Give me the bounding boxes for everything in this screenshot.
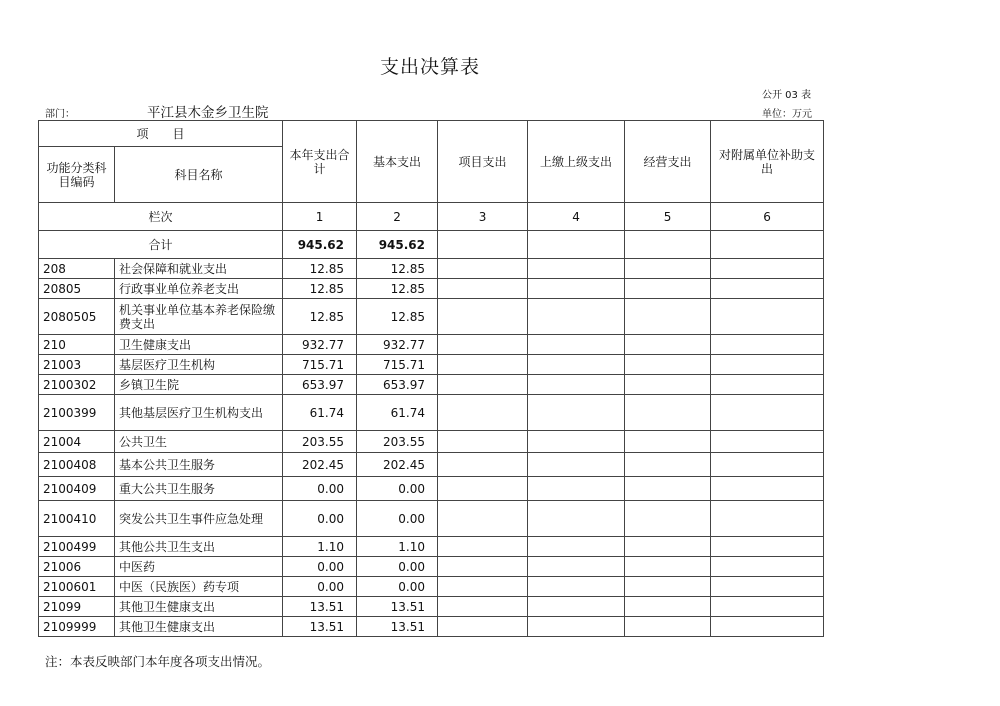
empty-cell [438, 577, 528, 597]
header-business: 经营支出 [625, 121, 711, 203]
total-cell: 12.85 [283, 279, 357, 299]
name-cell: 公共卫生 [115, 431, 283, 453]
empty-cell [625, 395, 711, 431]
header-func-code: 功能分类科目编码 [39, 147, 115, 203]
empty-cell [438, 299, 528, 335]
basic-cell: 12.85 [357, 279, 438, 299]
total-cell: 203.55 [283, 431, 357, 453]
code-cell: 2100601 [39, 577, 115, 597]
empty-cell [625, 477, 711, 501]
empty-cell [438, 395, 528, 431]
empty-cell [625, 617, 711, 637]
code-cell: 20805 [39, 279, 115, 299]
department-label: 部门： [45, 109, 75, 120]
basic-cell: 653.97 [357, 375, 438, 395]
unit-label: 单位：万元 [762, 109, 812, 120]
total-row-label: 合计 [39, 231, 283, 259]
total-cell: 715.71 [283, 355, 357, 375]
total-cell: 0.00 [283, 501, 357, 537]
column-num: 3 [438, 203, 528, 231]
empty-cell [625, 231, 711, 259]
column-num: 1 [283, 203, 357, 231]
name-cell: 其他卫生健康支出 [115, 617, 283, 637]
column-num: 2 [357, 203, 438, 231]
form-code: 公开 03 表 [762, 90, 812, 101]
empty-cell [438, 259, 528, 279]
empty-cell [711, 577, 824, 597]
basic-cell: 715.71 [357, 355, 438, 375]
total-cell: 12.85 [283, 299, 357, 335]
department-name: 平江县木金乡卫生院 [147, 105, 269, 121]
empty-cell [711, 355, 824, 375]
table-row [39, 597, 824, 617]
empty-cell [625, 453, 711, 477]
empty-cell [438, 355, 528, 375]
name-cell: 其他公共卫生支出 [115, 537, 283, 557]
empty-cell [625, 537, 711, 557]
code-cell: 2100499 [39, 537, 115, 557]
empty-cell [711, 279, 824, 299]
empty-cell [528, 335, 625, 355]
empty-cell [625, 279, 711, 299]
total-cell: 13.51 [283, 597, 357, 617]
code-cell: 21099 [39, 597, 115, 617]
code-cell: 21003 [39, 355, 115, 375]
code-cell: 21004 [39, 431, 115, 453]
empty-cell [625, 355, 711, 375]
empty-cell [528, 537, 625, 557]
empty-cell [438, 231, 528, 259]
empty-cell [625, 501, 711, 537]
basic-cell: 13.51 [357, 597, 438, 617]
empty-cell [528, 395, 625, 431]
empty-cell [528, 431, 625, 453]
table-row [39, 431, 824, 453]
code-cell: 2100409 [39, 477, 115, 501]
table-row [39, 279, 824, 299]
empty-cell [438, 597, 528, 617]
empty-cell [528, 501, 625, 537]
header-total: 本年支出合计 [283, 121, 357, 203]
empty-cell [711, 299, 824, 335]
table-row [39, 501, 824, 537]
header-project: 项目支出 [438, 121, 528, 203]
empty-cell [625, 335, 711, 355]
empty-cell [528, 577, 625, 597]
table-row [39, 395, 824, 431]
table-row [39, 577, 824, 597]
empty-cell [438, 375, 528, 395]
empty-cell [711, 231, 824, 259]
header-subsidy: 对附属单位补助支出 [711, 121, 824, 203]
total-cell: 0.00 [283, 557, 357, 577]
basic-cell: 0.00 [357, 557, 438, 577]
table-row [39, 375, 824, 395]
total-cell: 202.45 [283, 453, 357, 477]
total-row-basic: 945.62 [357, 231, 438, 259]
name-cell: 基层医疗卫生机构 [115, 355, 283, 375]
name-cell: 中医药 [115, 557, 283, 577]
name-cell: 行政事业单位养老支出 [115, 279, 283, 299]
empty-cell [528, 617, 625, 637]
basic-cell: 12.85 [357, 259, 438, 279]
empty-cell [528, 477, 625, 501]
empty-cell [625, 375, 711, 395]
empty-cell [438, 537, 528, 557]
code-cell: 2100302 [39, 375, 115, 395]
basic-cell: 12.85 [357, 299, 438, 335]
code-cell: 2080505 [39, 299, 115, 335]
empty-cell [711, 477, 824, 501]
basic-cell: 13.51 [357, 617, 438, 637]
name-cell: 卫生健康支出 [115, 335, 283, 355]
basic-cell: 0.00 [357, 501, 438, 537]
total-cell: 61.74 [283, 395, 357, 431]
empty-cell [528, 299, 625, 335]
basic-cell: 203.55 [357, 431, 438, 453]
code-cell: 2100399 [39, 395, 115, 431]
table-row [39, 617, 824, 637]
page-title: 支出决算表 [379, 56, 480, 78]
empty-cell [528, 453, 625, 477]
name-cell: 乡镇卫生院 [115, 375, 283, 395]
name-cell: 重大公共卫生服务 [115, 477, 283, 501]
empty-cell [438, 477, 528, 501]
empty-cell [528, 231, 625, 259]
code-cell: 210 [39, 335, 115, 355]
table-row [39, 335, 824, 355]
name-cell: 中医（民族医）药专项 [115, 577, 283, 597]
header-subject-name: 科目名称 [115, 147, 283, 203]
empty-cell [438, 453, 528, 477]
total-cell: 13.51 [283, 617, 357, 637]
header-upper: 上缴上级支出 [528, 121, 625, 203]
name-cell: 其他基层医疗卫生机构支出 [115, 395, 283, 431]
total-cell: 653.97 [283, 375, 357, 395]
total-cell: 932.77 [283, 335, 357, 355]
empty-cell [711, 335, 824, 355]
empty-cell [438, 501, 528, 537]
code-cell: 2100408 [39, 453, 115, 477]
empty-cell [625, 577, 711, 597]
column-row-label: 栏次 [39, 203, 283, 231]
total-cell: 0.00 [283, 577, 357, 597]
table-row [39, 453, 824, 477]
expenditure-table [38, 120, 824, 637]
empty-cell [528, 259, 625, 279]
header-item-group: 项 目 [39, 121, 283, 147]
empty-cell [528, 597, 625, 617]
empty-cell [528, 279, 625, 299]
table-row [39, 299, 824, 335]
empty-cell [625, 259, 711, 279]
table-row [39, 537, 824, 557]
code-cell: 21006 [39, 557, 115, 577]
table-row [39, 259, 824, 279]
column-num: 6 [711, 203, 824, 231]
basic-cell: 0.00 [357, 477, 438, 501]
empty-cell [711, 431, 824, 453]
table-row [39, 355, 824, 375]
empty-cell [711, 597, 824, 617]
code-cell: 208 [39, 259, 115, 279]
header-basic: 基本支出 [357, 121, 438, 203]
empty-cell [711, 453, 824, 477]
empty-cell [438, 557, 528, 577]
basic-cell: 1.10 [357, 537, 438, 557]
table-row [39, 557, 824, 577]
total-cell: 12.85 [283, 259, 357, 279]
basic-cell: 202.45 [357, 453, 438, 477]
empty-cell [438, 617, 528, 637]
empty-cell [711, 557, 824, 577]
empty-cell [625, 299, 711, 335]
empty-cell [438, 279, 528, 299]
empty-cell [711, 617, 824, 637]
empty-cell [625, 431, 711, 453]
name-cell: 突发公共卫生事件应急处理 [115, 501, 283, 537]
code-cell: 2100410 [39, 501, 115, 537]
name-cell: 其他卫生健康支出 [115, 597, 283, 617]
empty-cell [528, 375, 625, 395]
empty-cell [625, 557, 711, 577]
empty-cell [438, 431, 528, 453]
total-cell: 0.00 [283, 477, 357, 501]
empty-cell [625, 597, 711, 617]
basic-cell: 61.74 [357, 395, 438, 431]
name-cell: 社会保障和就业支出 [115, 259, 283, 279]
name-cell: 基本公共卫生服务 [115, 453, 283, 477]
table-row [39, 477, 824, 501]
column-num: 5 [625, 203, 711, 231]
empty-cell [711, 395, 824, 431]
empty-cell [711, 501, 824, 537]
footnote: 注：本表反映部门本年度各项支出情况。 [45, 654, 271, 669]
code-cell: 2109999 [39, 617, 115, 637]
basic-cell: 0.00 [357, 577, 438, 597]
total-cell: 1.10 [283, 537, 357, 557]
empty-cell [528, 355, 625, 375]
empty-cell [438, 335, 528, 355]
name-cell: 机关事业单位基本养老保险缴费支出 [115, 299, 283, 335]
empty-cell [711, 537, 824, 557]
empty-cell [711, 375, 824, 395]
empty-cell [711, 259, 824, 279]
total-row-total: 945.62 [283, 231, 357, 259]
column-num: 4 [528, 203, 625, 231]
empty-cell [528, 557, 625, 577]
basic-cell: 932.77 [357, 335, 438, 355]
